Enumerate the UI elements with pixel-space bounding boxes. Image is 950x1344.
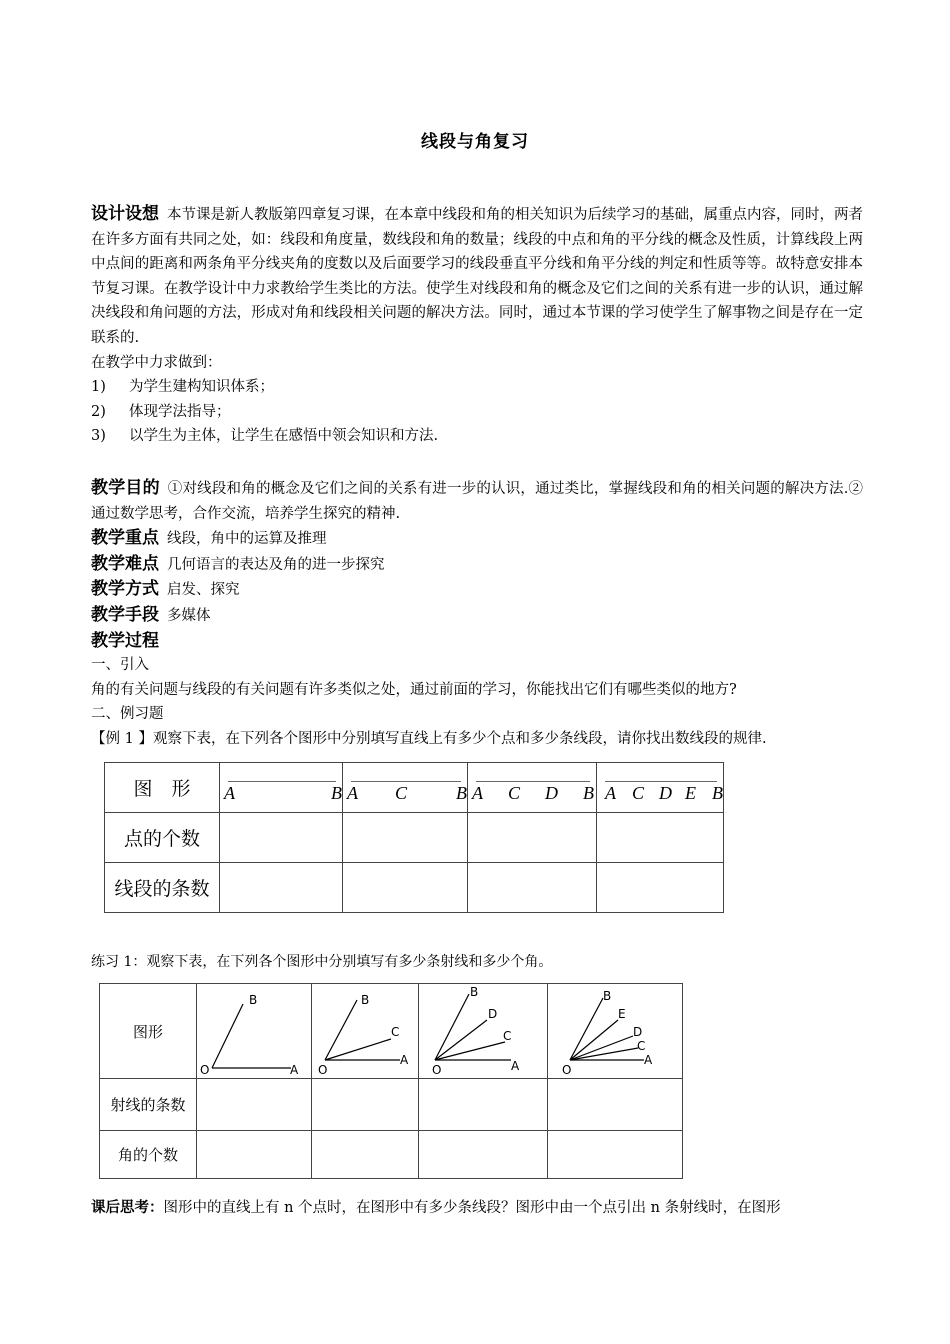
row-label-rays: 射线的条数 <box>100 1079 197 1131</box>
list-number: 1) <box>91 379 106 396</box>
objectives-paragraph <box>91 476 863 526</box>
rays-table <box>99 983 683 1179</box>
ray-figure-cell <box>419 984 548 1079</box>
answer-cell <box>419 1131 548 1179</box>
point-label: C <box>395 782 408 803</box>
key-point-row <box>91 526 863 552</box>
key-point-text: 线段，角中的运算及推理 <box>167 531 327 548</box>
answer-cell <box>419 1079 548 1131</box>
segment-figure-cell <box>597 763 724 813</box>
ray-label: A <box>644 1053 653 1067</box>
objectives-section <box>91 476 863 752</box>
ray-line <box>570 1036 633 1060</box>
list-text: 为学生建构知识体系； <box>129 379 274 396</box>
design-section <box>91 202 863 449</box>
ray-figure <box>419 984 547 1078</box>
segment-line <box>351 781 461 782</box>
ray-label: C <box>637 1039 646 1053</box>
after-class-heading: 课后思考： <box>91 1199 164 1216</box>
ray-label: A <box>511 1059 520 1073</box>
section-examples-heading: 二、例习题 <box>91 706 164 723</box>
row-label-points: 点的个数 <box>105 813 220 863</box>
ray-figure-cell <box>197 984 312 1079</box>
section-intro-heading: 一、引入 <box>91 657 149 674</box>
segment-line <box>476 781 590 782</box>
exercise1-text: 练习 1：观察下表，在下列各个图形中分别填写有多少条射线和多少个角。 <box>91 954 553 970</box>
design-intro: 在教学中力求做到： <box>91 354 222 371</box>
ray-label: D <box>633 1025 643 1039</box>
point-label: E <box>685 782 696 803</box>
table-row <box>100 1131 683 1179</box>
point-label: B <box>456 782 467 803</box>
list-number: 3) <box>91 428 106 445</box>
segment-figure-cell <box>468 763 597 813</box>
ray-line <box>435 1042 505 1060</box>
ray-figure-cell <box>312 984 419 1079</box>
segment-figure-cell <box>343 763 468 813</box>
difficulty-text: 几何语言的表达及角的进一步探究 <box>167 556 385 573</box>
objectives-text: ①对线段和角的概念及它们之间的关系有进一步的认识，通过类比，掌握线段和角的相关问题的解决方法.②通过数学思考，合作交流，培养学生探究的精神. <box>91 481 864 522</box>
answer-cell <box>197 1079 312 1131</box>
row-label-angles: 角的个数 <box>100 1131 197 1179</box>
ray-label: C <box>391 1025 400 1039</box>
list-item <box>91 375 863 400</box>
method-row <box>91 577 863 603</box>
segment-figure <box>220 764 342 812</box>
table-row <box>105 863 724 913</box>
answer-cell <box>197 1131 312 1179</box>
ray-label: D <box>488 1007 498 1021</box>
row-label-figure: 图形 <box>100 984 197 1079</box>
answer-cell <box>548 1079 683 1131</box>
method-heading: 教学方式 <box>91 579 159 600</box>
difficulty-heading: 教学难点 <box>91 553 159 574</box>
design-paragraph <box>91 202 863 351</box>
design-text: 本节课是新人教版第四章复习课，在本章中线段和角的相关知识为后续学习的基础，属重点内容，同时，两者在许多方面有共同之处，如：线段和角度量，数线段和角的数量；线段的中点和角的平分线的概念及性质，计算线段上两中点间的距离和两条角平分线夹角的度数以及后面要学习的线段垂直平分线和角平分线的判定和性质等等。故特意安排本节复习课。在教学设计中力求教给学生类比的方法。使学生对线段和角的概念及它们之间的关系有进一步的认识，通过解决线段和角问题的方法，形成对角和线段相关问题的解决方法。同时，通过本节课的学习使学生了解事物之间是存在一定联系的. <box>91 207 863 346</box>
process-row <box>91 629 863 654</box>
ray-figure <box>197 984 311 1078</box>
segment-figure <box>468 764 596 812</box>
ray-label: A <box>290 1063 299 1077</box>
objectives-heading: 教学目的 <box>91 478 160 498</box>
point-label: B <box>331 782 342 803</box>
answer-cell <box>548 1131 683 1179</box>
ray-line <box>570 1048 638 1060</box>
example1-text: 【例 1 】观察下表，在下列各个图形中分别填写直线上有多少个点和多少条线段，请你找出数线段的规律. <box>91 730 767 747</box>
ray-line <box>212 1004 243 1068</box>
list-item <box>91 400 863 425</box>
point-label: A <box>472 782 483 803</box>
ray-label: E <box>618 1007 626 1021</box>
ray-label: C <box>503 1029 512 1043</box>
ray-label: B <box>249 993 258 1007</box>
list-text: 以学生为主体，让学生在感悟中领会知识和方法. <box>129 428 439 445</box>
ray-line <box>570 998 603 1060</box>
answer-cell <box>597 813 724 863</box>
key-point-heading: 教学重点 <box>91 528 159 549</box>
list-item <box>91 424 863 449</box>
answer-cell <box>220 813 343 863</box>
point-label: B <box>712 782 723 803</box>
table-row <box>100 1079 683 1131</box>
vertex-label: O <box>318 1063 328 1077</box>
segment-figure <box>343 764 467 812</box>
answer-cell <box>468 863 597 913</box>
point-label: C <box>508 782 521 803</box>
means-heading: 教学手段 <box>91 604 159 625</box>
answer-cell <box>220 863 343 913</box>
after-class-paragraph <box>91 1196 863 1220</box>
ray-line <box>435 994 469 1060</box>
segments-table <box>104 762 724 913</box>
ray-label: B <box>603 989 612 1003</box>
row-label-figure: 图 形 <box>105 763 220 813</box>
ray-label: B <box>470 985 479 999</box>
segment-figure <box>597 764 723 812</box>
answer-cell <box>343 813 468 863</box>
design-heading: 设计设想 <box>91 204 159 224</box>
answer-cell <box>312 1079 419 1131</box>
segment-figure-cell <box>220 763 343 813</box>
answer-cell <box>597 863 724 913</box>
vertex-label: O <box>200 1063 210 1077</box>
list-text: 体现学法指导； <box>129 403 231 420</box>
table-row <box>100 984 683 1079</box>
list-number: 2) <box>91 403 106 420</box>
answer-cell <box>468 813 597 863</box>
point-label: A <box>605 782 616 803</box>
ray-line <box>570 1020 618 1060</box>
difficulty-row <box>91 552 863 578</box>
means-text: 多媒体 <box>167 607 211 624</box>
point-label: D <box>545 782 558 803</box>
point-label: D <box>659 782 672 803</box>
ray-line <box>435 1020 487 1060</box>
row-label-segments: 线段的条数 <box>105 863 220 913</box>
segment-line <box>605 781 717 782</box>
ray-figure <box>548 984 680 1078</box>
method-text: 启发、探究 <box>167 582 240 599</box>
answer-cell <box>312 1131 419 1179</box>
ray-label: A <box>400 1053 409 1067</box>
vertex-label: O <box>432 1063 442 1077</box>
point-label: C <box>632 782 645 803</box>
means-row <box>91 603 863 629</box>
vertex-label: O <box>562 1063 572 1077</box>
segment-line <box>228 781 336 782</box>
ray-figure-cell <box>548 984 683 1079</box>
answer-cell <box>343 863 468 913</box>
ray-figure <box>312 984 418 1078</box>
after-class-text: 图形中的直线上有 n 个点时，在图形中有多少条线段？图形中由一个点引出 n 条射线时，在图形 <box>163 1200 781 1216</box>
ray-label: B <box>361 993 370 1007</box>
table-row <box>105 763 724 813</box>
process-heading: 教学过程 <box>91 630 159 651</box>
page-title: 线段与角复习 <box>421 132 529 152</box>
section-intro-text: 角的有关问题与线段的有关问题有许多类似之处，通过前面的学习，你能找出它们有哪些类似的地方? <box>91 681 737 698</box>
point-label: A <box>224 782 235 803</box>
point-label: B <box>583 782 594 803</box>
table-row <box>105 813 724 863</box>
point-label: A <box>347 782 358 803</box>
